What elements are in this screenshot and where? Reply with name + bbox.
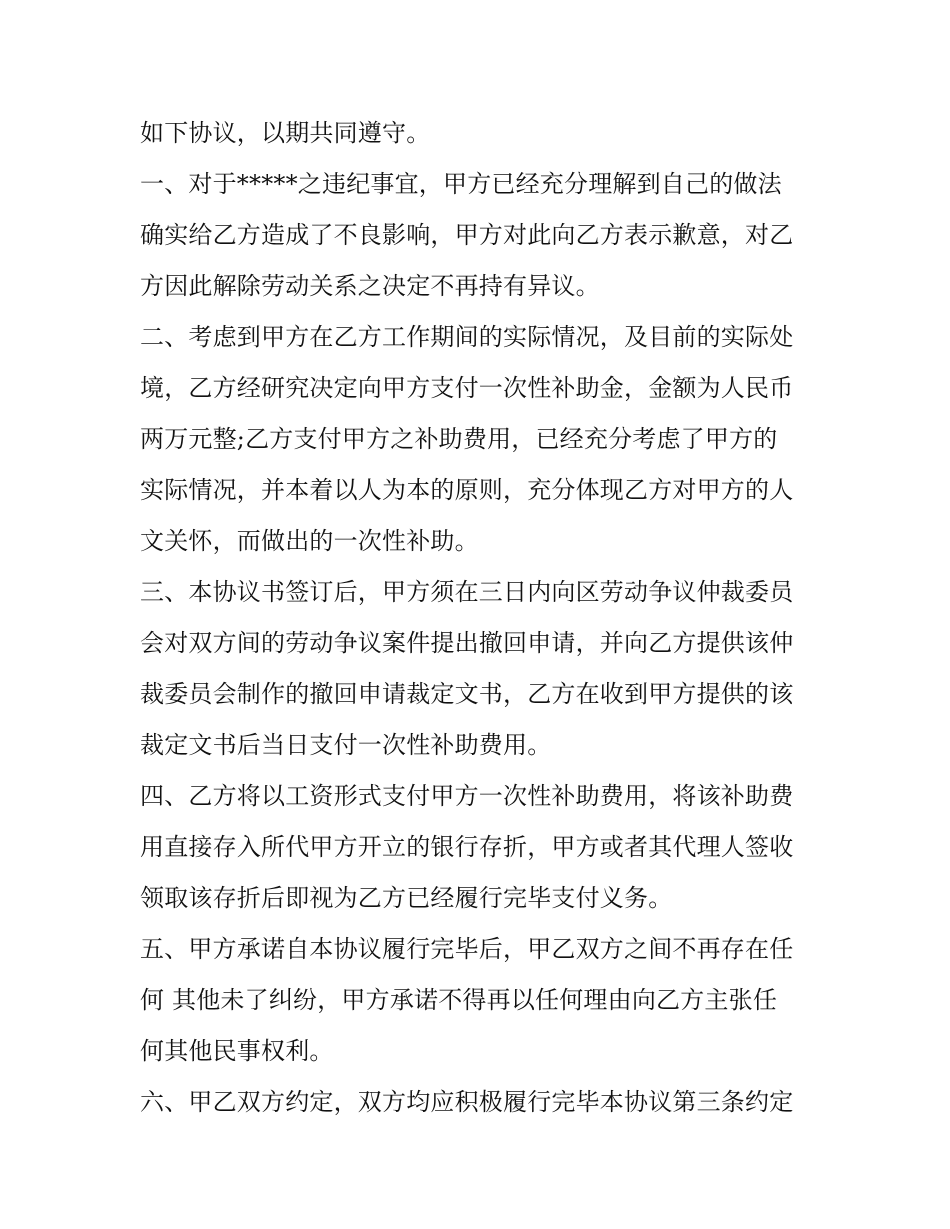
text-line: 何 其他未了纠纷，甲方承诺不得再以任何理由向乙方主张任	[140, 986, 778, 1014]
agreement-text	[140, 108, 830, 1128]
text-line: 境，乙方经研究决定向甲方支付一次性补助金，金额为人民币	[140, 374, 794, 402]
text-line: 何其他民事权利。	[140, 1037, 334, 1065]
text-line: 二、考虑到甲方在乙方工作期间的实际情况，及目前的实际处	[140, 323, 794, 351]
text-line: 领取该存折后即视为乙方已经履行完毕支付义务。	[140, 884, 673, 912]
text-line: 裁定文书后当日支付一次性补助费用。	[140, 731, 552, 759]
text-line: 会对双方间的劳动争议案件提出撤回申请，并向乙方提供该仲	[140, 629, 794, 657]
text-line: 用直接存入所代甲方开立的银行存折，甲方或者其代理人签收	[140, 833, 794, 861]
text-line: 方因此解除劳动关系之决定不再持有异议。	[140, 272, 600, 300]
text-line: 三、本协议书签订后，甲方须在三日内向区劳动争议仲裁委员	[140, 578, 794, 606]
text-line: 五、甲方承诺自本协议履行完毕后，甲乙双方之间不再存在任	[140, 935, 794, 963]
text-line: 实际情况，并本着以人为本的原则，充分体现乙方对甲方的人	[140, 476, 794, 504]
text-line: 确实给乙方造成了不良影响，甲方对此向乙方表示歉意，对乙	[140, 221, 794, 249]
text-line: 两万元整;乙方支付甲方之补助费用，已经充分考虑了甲方的	[140, 425, 778, 453]
text-line: 裁委员会制作的撤回申请裁定文书，乙方在收到甲方提供的该	[140, 680, 794, 708]
text-line: 四、乙方将以工资形式支付甲方一次性补助费用，将该补助费	[140, 782, 794, 810]
text-line: 文关怀，而做出的一次性补助。	[140, 527, 479, 555]
text-line: 六、甲乙双方约定，双方均应积极履行完毕本协议第三条约定	[140, 1088, 794, 1116]
text-line: 如下协议，以期共同遵守。	[140, 119, 431, 147]
text-line: 一、对于*****之违纪事宜，甲方已经充分理解到自己的做法	[140, 170, 782, 198]
